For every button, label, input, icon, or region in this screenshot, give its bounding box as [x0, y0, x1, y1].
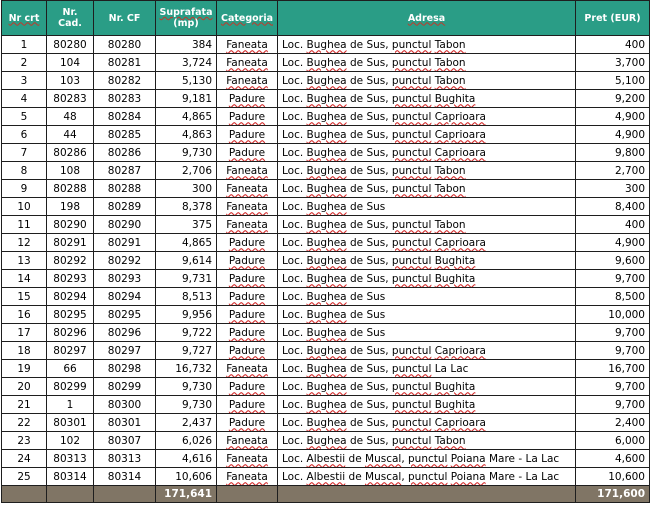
cell-pret: 3,700 — [576, 54, 650, 72]
cell-nr-cad: 80299 — [47, 378, 94, 396]
cell-adresa: Loc. Bughea de Sus, punctul Tabon — [278, 36, 576, 54]
table-row — [2, 234, 650, 252]
cell-pret: 9,200 — [576, 90, 650, 108]
cell-nr-cad: 108 — [47, 162, 94, 180]
cell-categoria: Padure — [217, 396, 278, 414]
cell-nr-crt: 5 — [2, 108, 47, 126]
cell-nr-crt: 12 — [2, 234, 47, 252]
cell-adresa: Loc. Bughea de Sus — [278, 288, 576, 306]
cell-adresa: Loc. Bughea de Sus, punctul Bughita — [278, 270, 576, 288]
cell-nr-crt: 22 — [2, 414, 47, 432]
cell-nr-cf: 80288 — [94, 180, 156, 198]
cell-adresa: Loc. Bughea de Sus — [278, 324, 576, 342]
cell-suprafata: 300 — [156, 180, 217, 198]
cell-adresa: Loc. Bughea de Sus, punctul Tabon — [278, 432, 576, 450]
cell-suprafata: 4,865 — [156, 108, 217, 126]
cell-pret: 10,000 — [576, 306, 650, 324]
cell-nr-cad: 80283 — [47, 90, 94, 108]
cell-pret: 400 — [576, 216, 650, 234]
cell-suprafata: 4,863 — [156, 126, 217, 144]
cell-adresa: Loc. Albestii de Muscal, punctul Poiana Mare - La Lac — [278, 468, 576, 486]
cell-nr-cf: 80283 — [94, 90, 156, 108]
cell-pret: 4,600 — [576, 450, 650, 468]
table-row — [2, 162, 650, 180]
total-empty-cell — [94, 486, 156, 503]
header-categoria: Categoria — [217, 1, 278, 36]
cell-pret: 4,900 — [576, 108, 650, 126]
cell-adresa: Loc. Bughea de Sus, punctul Bughita — [278, 252, 576, 270]
cell-categoria: Faneata — [217, 36, 278, 54]
header-nr-cad: Nr. Cad. — [47, 1, 94, 36]
cell-pret: 16,700 — [576, 360, 650, 378]
table-row — [2, 198, 650, 216]
table-row — [2, 432, 650, 450]
cell-categoria: Faneata — [217, 450, 278, 468]
table-row — [2, 378, 650, 396]
cell-pret: 2,400 — [576, 414, 650, 432]
cell-suprafata: 10,606 — [156, 468, 217, 486]
cell-nr-cad: 104 — [47, 54, 94, 72]
cell-nr-cad: 80290 — [47, 216, 94, 234]
cell-suprafata: 4,616 — [156, 450, 217, 468]
total-empty-cell — [217, 486, 278, 503]
cell-pret: 9,600 — [576, 252, 650, 270]
cell-suprafata: 9,722 — [156, 324, 217, 342]
cell-categoria: Padure — [217, 414, 278, 432]
cell-suprafata: 2,706 — [156, 162, 217, 180]
cell-pret: 4,900 — [576, 126, 650, 144]
table-row — [2, 288, 650, 306]
cell-nr-cad: 80313 — [47, 450, 94, 468]
cell-nr-cad: 80288 — [47, 180, 94, 198]
cell-nr-cf: 80284 — [94, 108, 156, 126]
cell-categoria: Faneata — [217, 180, 278, 198]
cell-nr-crt: 25 — [2, 468, 47, 486]
table-row — [2, 36, 650, 54]
cell-adresa: Loc. Bughea de Sus, punctul Tabon — [278, 216, 576, 234]
cell-nr-cf: 80298 — [94, 360, 156, 378]
table-row — [2, 468, 650, 486]
cell-categoria: Faneata — [217, 432, 278, 450]
cell-suprafata: 5,130 — [156, 72, 217, 90]
cell-nr-cf: 80281 — [94, 54, 156, 72]
cell-nr-cad: 80286 — [47, 144, 94, 162]
cell-nr-cad: 80292 — [47, 252, 94, 270]
cell-suprafata: 2,437 — [156, 414, 217, 432]
header-row — [2, 1, 650, 36]
cell-adresa: Loc. Bughea de Sus — [278, 198, 576, 216]
cell-categoria: Padure — [217, 90, 278, 108]
cell-adresa: Loc. Bughea de Sus, punctul Caprioara — [278, 234, 576, 252]
cell-adresa: Loc. Bughea de Sus, punctul Tabon — [278, 180, 576, 198]
cell-nr-crt: 15 — [2, 288, 47, 306]
cell-categoria: Padure — [217, 108, 278, 126]
cell-suprafata: 375 — [156, 216, 217, 234]
cell-adresa: Loc. Bughea de Sus, punctul La Lac — [278, 360, 576, 378]
total-empty-cell — [2, 486, 47, 503]
cell-nr-cf: 80285 — [94, 126, 156, 144]
cell-pret: 9,800 — [576, 144, 650, 162]
table-row — [2, 90, 650, 108]
cell-suprafata: 384 — [156, 36, 217, 54]
cell-suprafata: 9,730 — [156, 378, 217, 396]
cell-pret: 10,600 — [576, 468, 650, 486]
cell-adresa: Loc. Bughea de Sus, punctul Caprioara — [278, 108, 576, 126]
cell-nr-crt: 10 — [2, 198, 47, 216]
cell-nr-cf: 80291 — [94, 234, 156, 252]
cell-categoria: Padure — [217, 378, 278, 396]
header-nr-cf: Nr. CF — [94, 1, 156, 36]
cell-categoria: Padure — [217, 342, 278, 360]
cell-nr-cad: 66 — [47, 360, 94, 378]
cell-categoria: Padure — [217, 144, 278, 162]
cell-categoria: Faneata — [217, 162, 278, 180]
cell-nr-cad: 80296 — [47, 324, 94, 342]
cell-adresa: Loc. Bughea de Sus, punctul Caprioara — [278, 126, 576, 144]
cell-suprafata: 9,614 — [156, 252, 217, 270]
cell-pret: 6,000 — [576, 432, 650, 450]
cell-adresa: Loc. Bughea de Sus, punctul Caprioara — [278, 144, 576, 162]
cell-nr-cad: 103 — [47, 72, 94, 90]
cell-nr-crt: 21 — [2, 396, 47, 414]
cell-adresa: Loc. Bughea de Sus, punctul Bughita — [278, 90, 576, 108]
table-row — [2, 324, 650, 342]
cell-nr-crt: 17 — [2, 324, 47, 342]
cell-nr-crt: 9 — [2, 180, 47, 198]
cell-suprafata: 16,732 — [156, 360, 217, 378]
table-row — [2, 396, 650, 414]
table-row — [2, 270, 650, 288]
cell-nr-crt: 23 — [2, 432, 47, 450]
cell-categoria: Padure — [217, 306, 278, 324]
table-row — [2, 180, 650, 198]
cell-adresa: Loc. Bughea de Sus, punctul Bughita — [278, 378, 576, 396]
cell-nr-cad: 80297 — [47, 342, 94, 360]
cell-suprafata: 4,865 — [156, 234, 217, 252]
cell-nr-cf: 80286 — [94, 144, 156, 162]
total-pret: 171,600 — [576, 486, 650, 503]
cell-nr-crt: 24 — [2, 450, 47, 468]
cell-nr-cad: 80301 — [47, 414, 94, 432]
cell-categoria: Faneata — [217, 468, 278, 486]
cell-categoria: Faneata — [217, 216, 278, 234]
cell-nr-crt: 4 — [2, 90, 47, 108]
cell-adresa: Loc. Bughea de Sus, punctul Tabon — [278, 54, 576, 72]
total-empty-cell — [278, 486, 576, 503]
table-row — [2, 72, 650, 90]
table-row — [2, 216, 650, 234]
cell-adresa: Loc. Bughea de Sus — [278, 306, 576, 324]
cell-categoria: Faneata — [217, 72, 278, 90]
cell-suprafata: 3,724 — [156, 54, 217, 72]
table-row — [2, 126, 650, 144]
table-row — [2, 144, 650, 162]
cell-adresa: Loc. Bughea de Sus, punctul Tabon — [278, 162, 576, 180]
cell-adresa: Loc. Bughea de Sus, punctul Bughita — [278, 396, 576, 414]
cell-categoria: Faneata — [217, 360, 278, 378]
cell-nr-cf: 80290 — [94, 216, 156, 234]
table-row — [2, 342, 650, 360]
cell-nr-crt: 18 — [2, 342, 47, 360]
cell-suprafata: 9,731 — [156, 270, 217, 288]
cell-nr-cf: 80297 — [94, 342, 156, 360]
table-row — [2, 252, 650, 270]
cell-nr-cad: 48 — [47, 108, 94, 126]
cell-nr-cf: 80282 — [94, 72, 156, 90]
cell-pret: 9,700 — [576, 378, 650, 396]
cell-nr-cad: 80295 — [47, 306, 94, 324]
cell-suprafata: 8,378 — [156, 198, 217, 216]
cell-adresa: Loc. Bughea de Sus, punctul Caprioara — [278, 414, 576, 432]
table-row — [2, 450, 650, 468]
table-row — [2, 414, 650, 432]
cell-nr-cad: 80294 — [47, 288, 94, 306]
cell-categoria: Faneata — [217, 198, 278, 216]
cell-suprafata: 9,956 — [156, 306, 217, 324]
cell-nr-cf: 80314 — [94, 468, 156, 486]
cell-nr-cf: 80294 — [94, 288, 156, 306]
cell-nr-crt: 11 — [2, 216, 47, 234]
cell-adresa: Loc. Bughea de Sus, punctul Tabon — [278, 72, 576, 90]
cell-pret: 9,700 — [576, 342, 650, 360]
cell-nr-cad: 1 — [47, 396, 94, 414]
cell-nr-cf: 80296 — [94, 324, 156, 342]
cell-nr-cad: 102 — [47, 432, 94, 450]
total-empty-cell — [47, 486, 94, 503]
cell-nr-cad: 44 — [47, 126, 94, 144]
header-nr-crt: Nr crt — [2, 1, 47, 36]
cell-nr-cf: 80289 — [94, 198, 156, 216]
cell-nr-crt: 19 — [2, 360, 47, 378]
total-suprafata: 171,641 — [156, 486, 217, 503]
land-parcels-table — [1, 0, 650, 503]
cell-nr-cf: 80313 — [94, 450, 156, 468]
cell-pret: 9,700 — [576, 270, 650, 288]
cell-nr-crt: 3 — [2, 72, 47, 90]
header-adresa: Adresa — [278, 1, 576, 36]
cell-nr-cf: 80300 — [94, 396, 156, 414]
cell-adresa: Loc. Bughea de Sus, punctul Caprioara — [278, 342, 576, 360]
cell-nr-cf: 80299 — [94, 378, 156, 396]
cell-nr-crt: 16 — [2, 306, 47, 324]
cell-pret: 5,100 — [576, 72, 650, 90]
cell-nr-cf: 80307 — [94, 432, 156, 450]
cell-adresa: Loc. Albestii de Muscal, punctul Poiana Mare - La Lac — [278, 450, 576, 468]
cell-nr-cf: 80293 — [94, 270, 156, 288]
cell-nr-crt: 14 — [2, 270, 47, 288]
cell-nr-crt: 2 — [2, 54, 47, 72]
cell-categoria: Padure — [217, 126, 278, 144]
cell-suprafata: 8,513 — [156, 288, 217, 306]
cell-nr-cf: 80280 — [94, 36, 156, 54]
cell-categoria: Padure — [217, 270, 278, 288]
cell-nr-crt: 20 — [2, 378, 47, 396]
cell-nr-crt: 1 — [2, 36, 47, 54]
cell-suprafata: 9,727 — [156, 342, 217, 360]
cell-nr-cad: 80293 — [47, 270, 94, 288]
header-suprafata: Suprafata (mp) — [156, 1, 217, 36]
cell-pret: 8,400 — [576, 198, 650, 216]
cell-suprafata: 9,181 — [156, 90, 217, 108]
cell-pret: 2,700 — [576, 162, 650, 180]
cell-suprafata: 6,026 — [156, 432, 217, 450]
cell-categoria: Padure — [217, 234, 278, 252]
table-row — [2, 360, 650, 378]
cell-nr-cad: 80314 — [47, 468, 94, 486]
cell-pret: 9,700 — [576, 324, 650, 342]
cell-categoria: Faneata — [217, 54, 278, 72]
cell-categoria: Padure — [217, 288, 278, 306]
table-row — [2, 54, 650, 72]
cell-pret: 400 — [576, 36, 650, 54]
cell-pret: 8,500 — [576, 288, 650, 306]
cell-nr-cad: 198 — [47, 198, 94, 216]
cell-categoria: Padure — [217, 324, 278, 342]
cell-suprafata: 9,730 — [156, 396, 217, 414]
cell-pret: 4,900 — [576, 234, 650, 252]
cell-nr-crt: 8 — [2, 162, 47, 180]
total-row — [2, 486, 650, 503]
cell-pret: 9,700 — [576, 396, 650, 414]
table-row — [2, 108, 650, 126]
cell-nr-crt: 7 — [2, 144, 47, 162]
cell-nr-crt: 13 — [2, 252, 47, 270]
header-pret: Pret (EUR) — [576, 1, 650, 36]
cell-nr-cad: 80280 — [47, 36, 94, 54]
cell-nr-crt: 6 — [2, 126, 47, 144]
cell-nr-cf: 80301 — [94, 414, 156, 432]
cell-nr-cf: 80292 — [94, 252, 156, 270]
cell-nr-cf: 80295 — [94, 306, 156, 324]
cell-pret: 300 — [576, 180, 650, 198]
cell-nr-cf: 80287 — [94, 162, 156, 180]
cell-categoria: Padure — [217, 252, 278, 270]
cell-nr-cad: 80291 — [47, 234, 94, 252]
cell-suprafata: 9,730 — [156, 144, 217, 162]
table-row — [2, 306, 650, 324]
